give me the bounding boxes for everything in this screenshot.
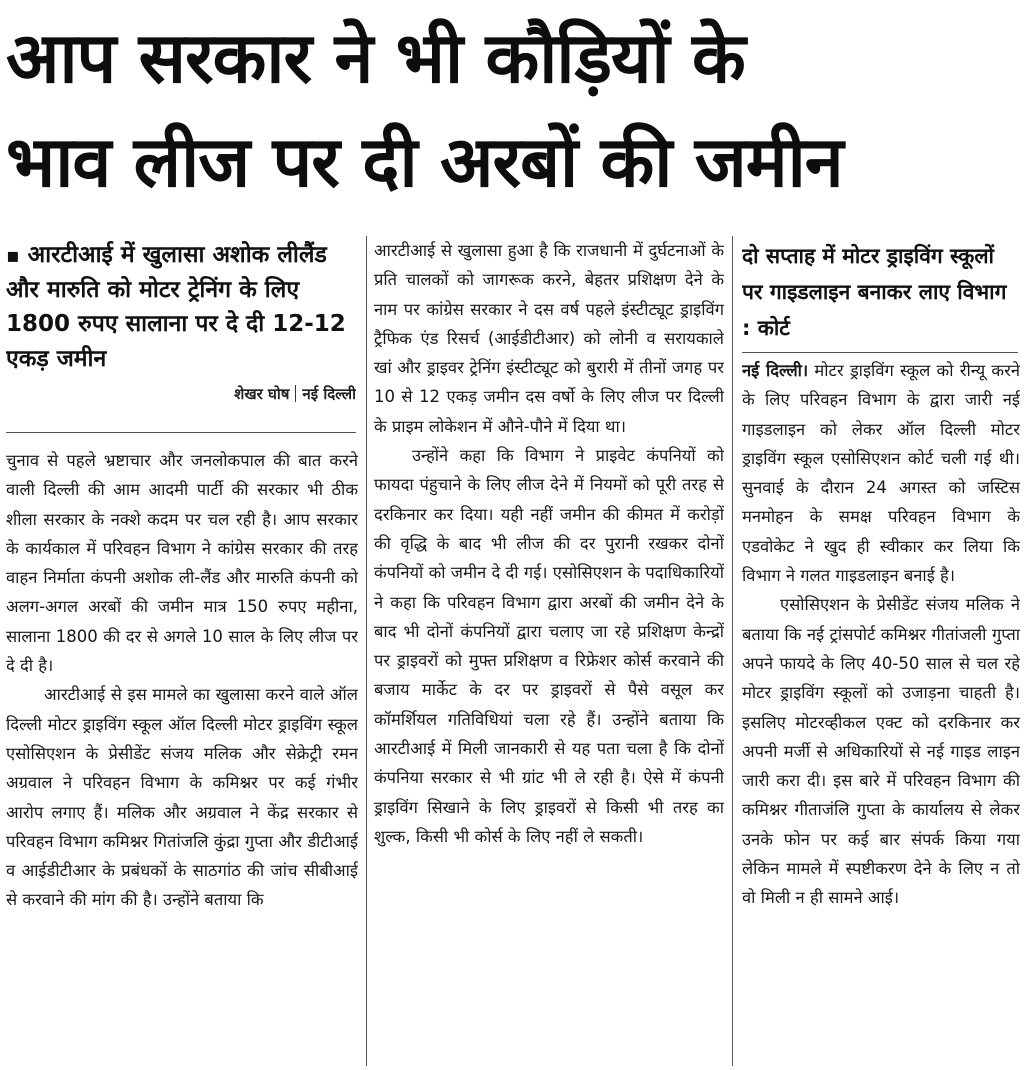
deck-block (6, 238, 356, 438)
column-divider-1 (366, 236, 367, 1066)
headline (6, 6, 1018, 214)
column-2-body (374, 236, 724, 1066)
sidebar-headline-block (742, 238, 1018, 350)
headline-line-2: भाव लीज पर दी अरबों की जमीन (6, 121, 843, 203)
column-2-paragraph-1: आरटीआई से खुलासा हुआ है कि राजधानी में दुर्घटनाओं के प्रति चालकों को जागरूक करने, बेहतर प्रशिक्षण देने के नाम पर कांग्रेस सरकार ने दस वर्ष पहले इंस्टीट्यूट ड्राइविंग ट्रैफिक एंड रिसर्च (आईडीटीआर) को लोनी व सरायकाले खां और ड्राइवर ट्रेनिंग इंस्टीट्यूट को बुरारी में तीनों जगह पर 10 से 12 एकड़ जमीन दस वर्षो के लिए लीज पर दिल्ली के प्राइम लोकेशन में औने-पौने में दिया था। (374, 241, 724, 436)
column-1-paragraph-2: आरटीआई से इस मामले का खुलासा करने वाले ऑल दिल्ली मोटर ड्राइविंग स्कूल ऑल दिल्ली मोटर ड्राइविंग स्कूल एसोसिएशन के प्रेसीडेंट संजय मलिक और सेक्रेट्री रमन अग्रवाल ने परिवहन विभाग के कमिश्नर पर कई गंभीर आरोप लगाए हैं। मलिक और अग्रवाल ने केंद्र सरकार से परिवहन विभाग कमिश्नर गितांजलि कुंद्रा गुप्ता और डीटीआई व आईडीटीआर के प्रबंधकों के साठगांठ की जांच सीबीआई से करवाने की मांग की है। उन्होंने बताया कि (6, 685, 358, 910)
sidebar-paragraph-2: एसोसिएशन के प्रेसीडेंट संजय मलिक ने बताया कि नई ट्रांसपोर्ट कमिश्नर गीतांजली गुप्ता अपने फायदे के लिए 40-50 साल से चल रहे मोटर ड्राइविंग स्कूलों को उजाड़ना चाहती है। इसलिए मोटरव्हीकल एक्ट को दरकिनार कर अपनी मर्जी से अधिकारियों से नई गाइड लाइन जारी करा दी। इस बारे में परिवहन विभाग की कमिश्नर गीताजंलि गुप्ता के कार्यालय से लेकर उनके फोन पर कई बार संपर्क किया गया लेकिन मामले में स्पष्टीकरण देने के लिए न तो वो मिली न ही सामने आई। (742, 595, 1020, 908)
byline-place: नई दिल्ली (302, 385, 356, 403)
column-1-paragraph-1: चुनाव से पहले भ्रष्टाचार और जनलोकपाल की बात करने वाली दिल्ली की आम आदमी पार्टी की सरकार भी ठीक शीला सरकार के नक्शे कदम पर चल रही है। आप सरकार के कार्यकाल में परिवहन विभाग ने कांग्रेस सरकार की तरह वाहन निर्माता कंपनी अशोक ली-लैंड और मारुति कंपनी को अलग-अगल अरबों की जमीन मात्र 150 रुपए महीना, सालाना 1800 की दर से अगले 10 साल के लिए लीज पर दे दी है। (6, 451, 358, 676)
sidebar-dateline: नई दिल्ली। (742, 361, 809, 380)
sidebar-divider (742, 352, 1018, 353)
deck-text: आरटीआई में खुलासा अशोक लीलैंड और मारुति को मोटर ट्रेनिंग के लिए 1800 रुपए सालाना पर दे दी 12-12 एकड़ जमीन (6, 242, 346, 372)
deck (6, 238, 356, 376)
headline-line-1: आप सरकार ने भी कौड़ियों के (6, 17, 745, 99)
byline-separator (295, 385, 296, 402)
sidebar-paragraph-1-text: मोटर ड्राइविंग स्कूल को रीन्यू करने के लिए परिवहन विभाग के द्वारा जारी नई गाइडलाइन को लेकर ऑल दिल्ली मोटर ड्राइविंग स्कूल एसोसिएशन कोर्ट चली गई थी। सुनवाई के दौरान 24 अगस्त को जस्टिस मनमोहन के समक्ष परिवहन विभाग के एडवोकेट ने खुद ही स्वीकार कर लिया कि विभाग ने गलत गाइडलाइन बनाई है। (742, 361, 1020, 586)
deck-bullet: ▪ (6, 243, 20, 267)
column-2-paragraph-2: उन्होंने कहा कि विभाग ने प्राइवेट कंपनियों को फायदा पंहुचाने के लिए लीज देने में नियमों को पूरी तरह से दरकिनार कर दिया। यही नहीं जमीन की कीमत में करोड़ों की वृद्धि के बाद भी लीज की दर पुरानी रखकर दोनों कंपनियों को जमीन दे दी गई। एसोसिएशन के पदाधिकारियों ने कहा कि परिवहन विभाग द्वारा अरबों की जमीन देने के बाद भी दोनों कंपनियों द्वारा चलाए जा रहे प्रशिक्षण केन्द्रों पर ड्राइवरों को मुफ्त प्रशिक्षण व रिफ्रेशर कोर्स करवाने की बजाय मार्केट के दर पर ड्राइवरों से पैसे वसूल कर कॉमर्शियल गतिविधियां चला रहे हैं। उन्होंने बताया कि आरटीआई में मिली जानकारी से यह पता चला है कि दोनों कंपनिया सरकार से भी ग्रांट भी ले रही है। ऐसे में कंपनी ड्राइविंग सिखाने के लिए ड्राइवरों से किसी भी तरह का शुल्क, किसी भी कोर्स के लिए नहीं ले सकती। (374, 446, 724, 846)
column-1-body (6, 446, 358, 1066)
byline-author: शेखर घोष (234, 385, 290, 403)
sidebar-body (742, 356, 1020, 1066)
column-divider-2 (732, 236, 733, 1066)
sidebar-headline: दो सप्ताह में मोटर ड्राइविंग स्कूलों पर गाइडलाइन बनाकर लाए विभाग : कोर्ट (742, 244, 1007, 340)
byline (6, 384, 356, 404)
byline-divider (6, 432, 356, 433)
sidebar-paragraph-1 (742, 356, 1020, 590)
